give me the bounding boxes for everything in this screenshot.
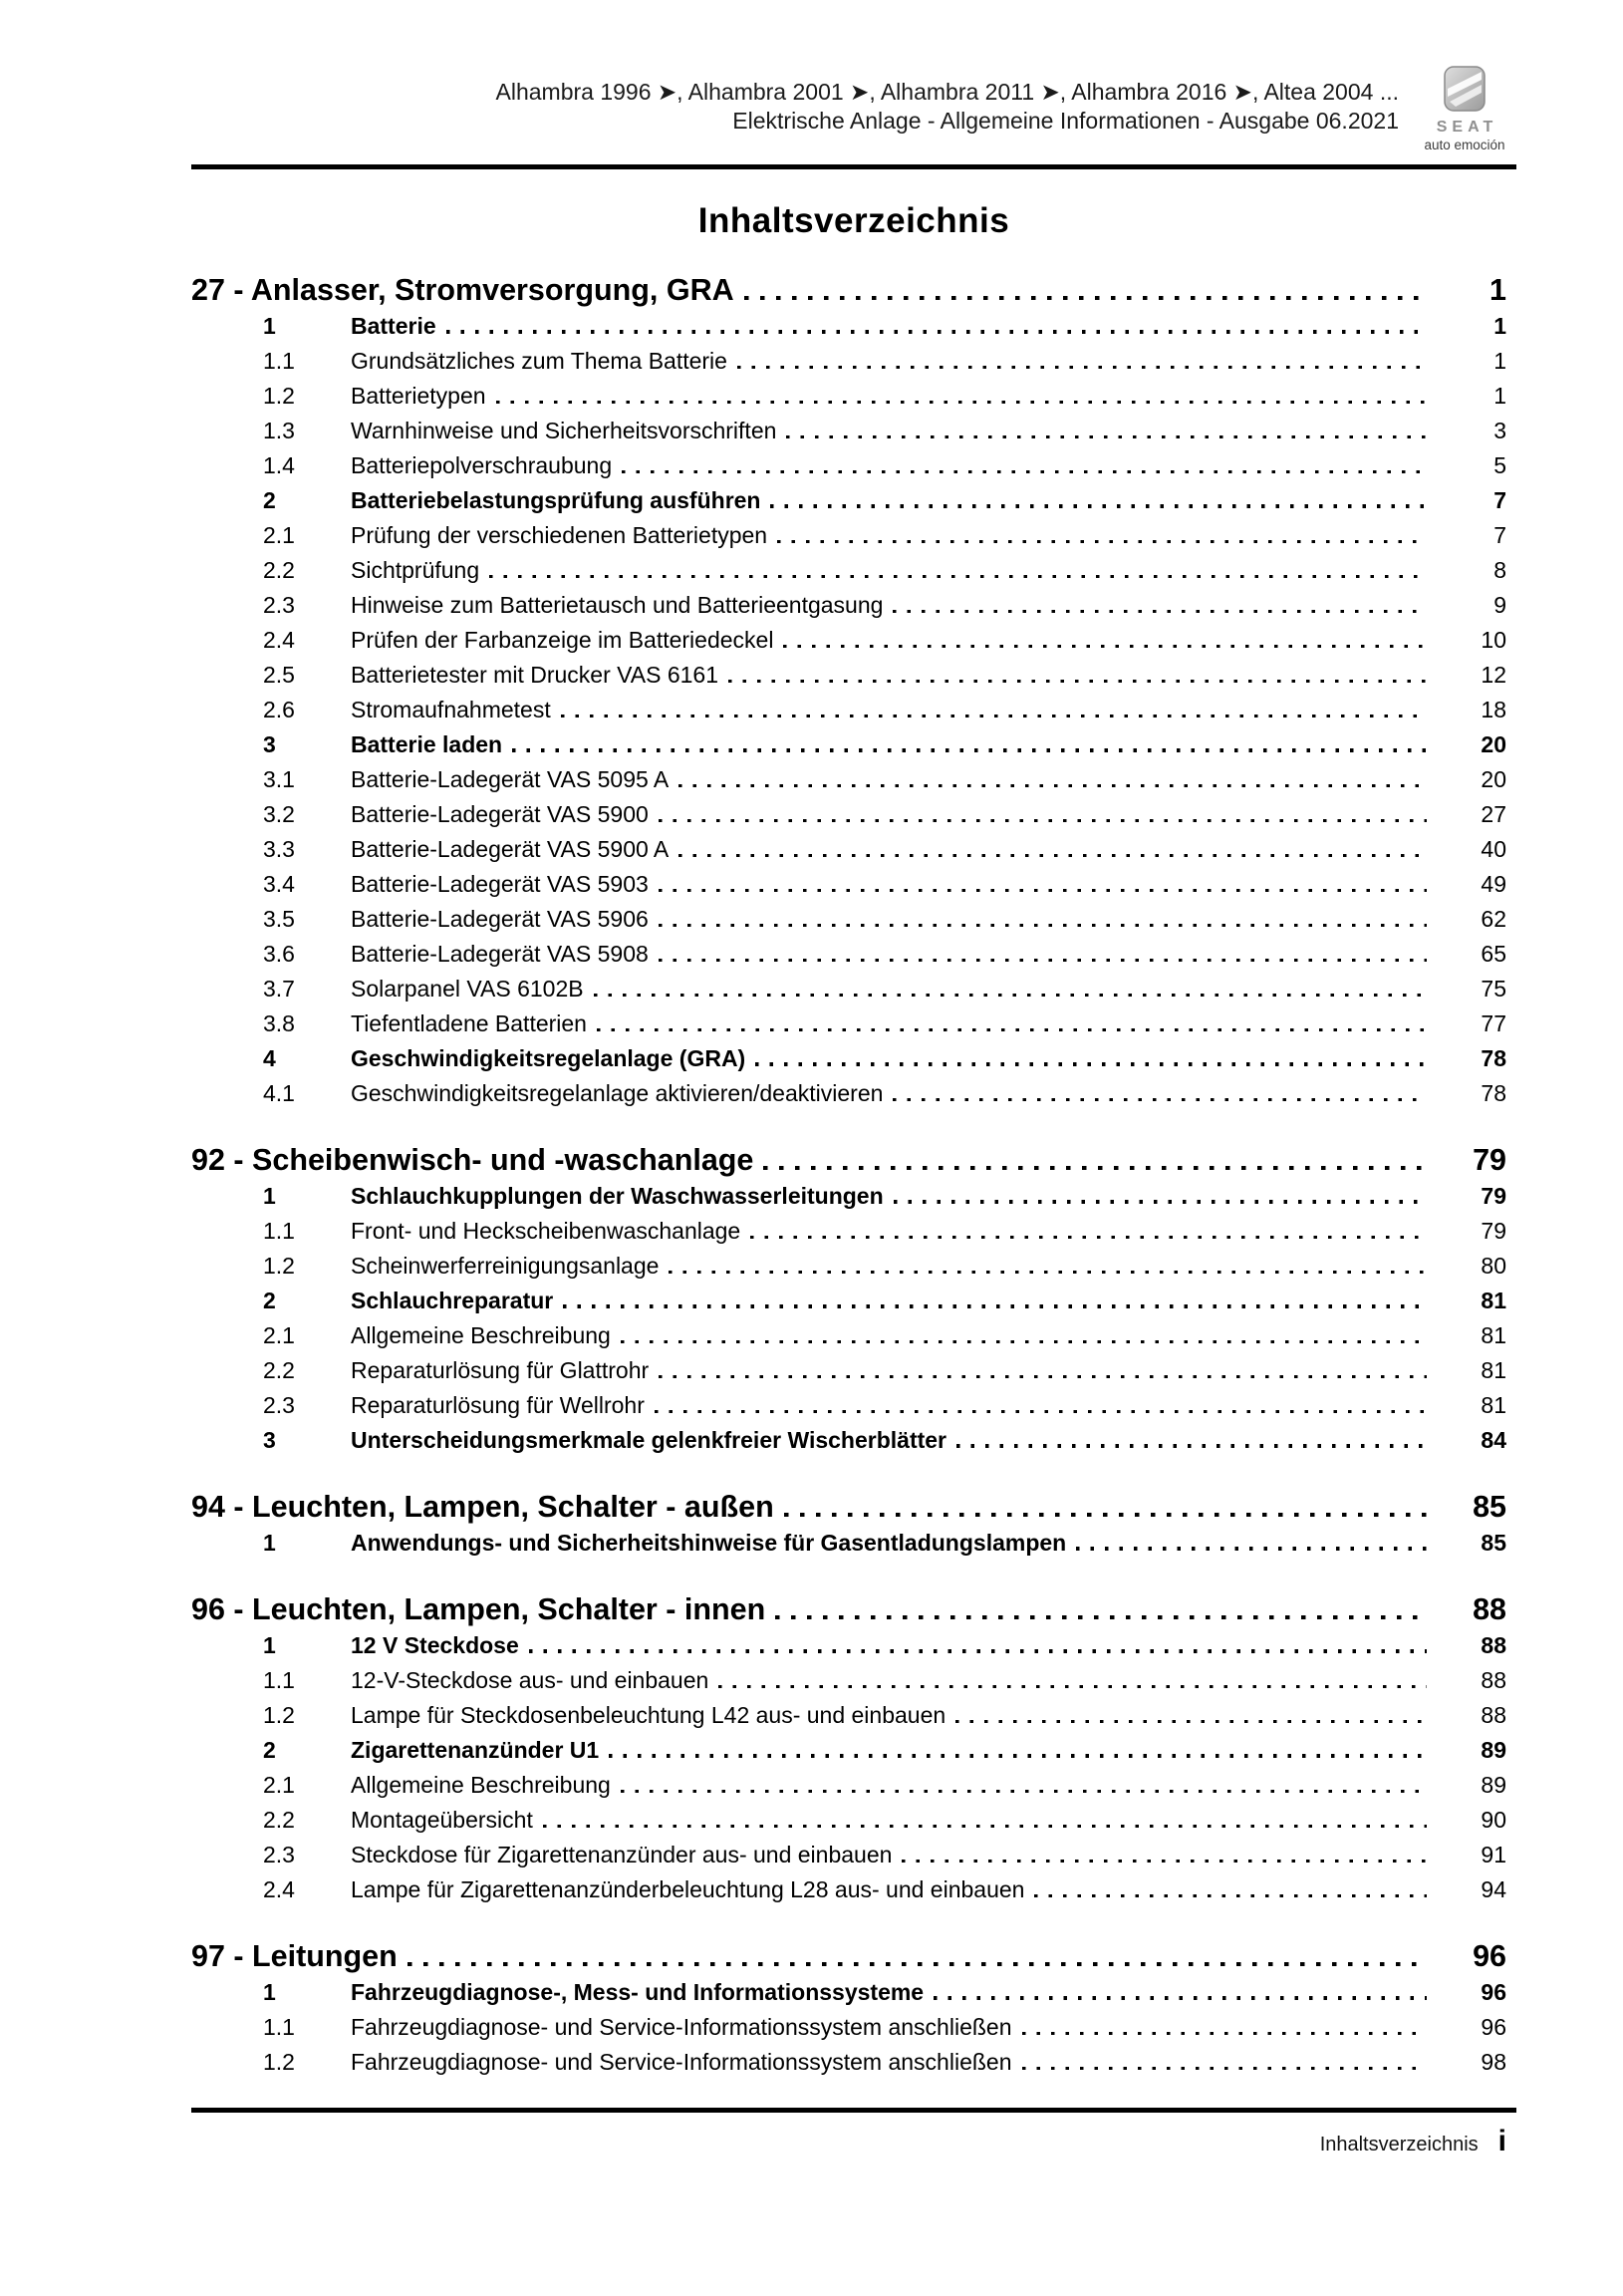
toc-row-section bbox=[191, 1284, 1516, 1318]
entry-title: Batterie bbox=[351, 313, 436, 339]
entry-number: 1 bbox=[263, 1183, 276, 1209]
entry-title: Scheinwerferreinigungsanlage bbox=[351, 1253, 660, 1279]
entry-title: Batterie-Ladegerät VAS 5903 bbox=[351, 871, 649, 897]
dot-leader bbox=[529, 1649, 1427, 1653]
chapter-label: 27 - Anlasser, Stromversorgung, GRA bbox=[191, 273, 734, 307]
page-number: 7 bbox=[1493, 522, 1506, 548]
toc-row-sub bbox=[191, 1388, 1516, 1423]
dot-leader bbox=[893, 1098, 1427, 1102]
entry-number: 2.2 bbox=[263, 1357, 295, 1383]
dot-leader bbox=[893, 610, 1427, 614]
toc-row-section bbox=[191, 1733, 1516, 1768]
dot-leader bbox=[597, 1028, 1427, 1032]
dot-leader bbox=[561, 715, 1427, 718]
entry-number: 1 bbox=[263, 1979, 276, 2005]
entry-number: 2.4 bbox=[263, 627, 295, 653]
entry-number: 1.1 bbox=[263, 1218, 295, 1244]
entry-number: 1.1 bbox=[263, 1667, 295, 1693]
entry-number: 3.2 bbox=[263, 801, 295, 827]
page-number: 1 bbox=[1489, 273, 1506, 307]
dot-leader bbox=[1076, 1547, 1427, 1551]
toc-row-chapter bbox=[191, 1590, 1516, 1628]
entry-title: Steckdose für Zigarettenanzünder aus- und einbauen bbox=[351, 1842, 893, 1867]
page-number: 90 bbox=[1481, 1807, 1506, 1833]
entry-title: Prüfung der verschiedenen Batterietypen bbox=[351, 522, 768, 548]
toc-row-sub bbox=[191, 972, 1516, 1006]
entry-title: Reparaturlösung für Wellrohr bbox=[351, 1392, 645, 1418]
page-number: 1 bbox=[1493, 313, 1506, 339]
dot-leader bbox=[786, 435, 1427, 439]
entry-number: 2.3 bbox=[263, 1392, 295, 1418]
entry-title: Batterie laden bbox=[351, 731, 503, 757]
entry-title: Front- und Heckscheibenwaschanlage bbox=[351, 1218, 741, 1244]
toc-row-sub bbox=[191, 2010, 1516, 2045]
chapter-label: 94 - Leuchten, Lampen, Schalter - außen bbox=[191, 1490, 774, 1524]
header-text-block bbox=[496, 78, 1400, 136]
entry-number: 3.3 bbox=[263, 836, 295, 862]
page-number: 8 bbox=[1493, 557, 1506, 583]
page-number: 96 bbox=[1473, 1939, 1506, 1973]
toc-row-section bbox=[191, 1423, 1516, 1458]
page-number: 88 bbox=[1481, 1702, 1506, 1728]
dot-leader bbox=[622, 470, 1427, 474]
page-number: 79 bbox=[1481, 1218, 1506, 1244]
toc-row-chapter bbox=[191, 1937, 1516, 1975]
page-number: 7 bbox=[1493, 487, 1506, 513]
entry-number: 3.8 bbox=[263, 1010, 295, 1036]
page-number: 75 bbox=[1481, 976, 1506, 1002]
dot-leader bbox=[902, 1860, 1427, 1864]
toc-row-sub bbox=[191, 1318, 1516, 1353]
toc-row-sub bbox=[191, 658, 1516, 693]
dot-leader bbox=[1022, 2032, 1428, 2036]
entry-number: 2.1 bbox=[263, 1772, 295, 1798]
entry-title: Fahrzeugdiagnose- und Service-Informationssystem anschließen bbox=[351, 2049, 1012, 2075]
toc-row-sub bbox=[191, 344, 1516, 379]
entry-number: 4.1 bbox=[263, 1080, 295, 1106]
page-number: 10 bbox=[1481, 627, 1506, 653]
toc-row-sub bbox=[191, 1663, 1516, 1698]
page-number: 91 bbox=[1481, 1842, 1506, 1867]
dot-leader bbox=[659, 889, 1427, 893]
page-number: 49 bbox=[1481, 871, 1506, 897]
toc-row-section bbox=[191, 309, 1516, 344]
page-number: 78 bbox=[1481, 1080, 1506, 1106]
page-number: 78 bbox=[1481, 1045, 1506, 1071]
entry-title: Solarpanel VAS 6102B bbox=[351, 976, 584, 1002]
footer-label: Inhaltsverzeichnis bbox=[1319, 2134, 1479, 2155]
page-number: 94 bbox=[1481, 1876, 1506, 1902]
toc-row-sub bbox=[191, 693, 1516, 727]
entry-number: 1 bbox=[263, 1632, 276, 1658]
dot-leader bbox=[621, 1790, 1427, 1794]
page-number: 89 bbox=[1481, 1737, 1506, 1763]
page-number: 98 bbox=[1481, 2049, 1506, 2075]
dot-leader bbox=[956, 1444, 1427, 1448]
entry-title: Fahrzeugdiagnose- und Service-Informationssystem anschließen bbox=[351, 2014, 1012, 2040]
page-number: 77 bbox=[1481, 1010, 1506, 1036]
entry-number: 3.7 bbox=[263, 976, 295, 1002]
page-number: 12 bbox=[1481, 662, 1506, 688]
entry-number: 4 bbox=[263, 1045, 276, 1071]
entry-title: Montageübersicht bbox=[351, 1807, 533, 1833]
entry-title: 12 V Steckdose bbox=[351, 1632, 519, 1658]
entry-title: Schlauchkupplungen der Waschwasserleitungen bbox=[351, 1183, 884, 1209]
dot-leader bbox=[655, 1410, 1427, 1414]
dot-leader bbox=[955, 1720, 1427, 1724]
page-number: 81 bbox=[1481, 1392, 1506, 1418]
entry-title: Geschwindigkeitsregelanlage (GRA) bbox=[351, 1045, 746, 1071]
toc-row-sub bbox=[191, 623, 1516, 658]
page-number: 79 bbox=[1481, 1183, 1506, 1209]
page-number: 1 bbox=[1493, 348, 1506, 374]
page-number: 81 bbox=[1481, 1288, 1506, 1313]
footer-rule bbox=[191, 2108, 1516, 2113]
dot-leader bbox=[775, 1615, 1427, 1620]
header-models-line: Alhambra 1996 ➤, Alhambra 2001 ➤, Alhambra 2011 ➤, Alhambra 2016 ➤, Altea 2004 ... bbox=[495, 79, 1399, 105]
dot-leader bbox=[496, 401, 1427, 405]
toc-row-sub bbox=[191, 1768, 1516, 1803]
entry-number: 3 bbox=[263, 1427, 276, 1453]
page-number: 27 bbox=[1481, 801, 1506, 827]
toc-row-section bbox=[191, 727, 1516, 762]
toc-row-chapter bbox=[191, 1488, 1516, 1526]
entry-number: 2.5 bbox=[263, 662, 295, 688]
toc-row-sub bbox=[191, 832, 1516, 867]
chapter-label: 96 - Leuchten, Lampen, Schalter - innen bbox=[191, 1592, 766, 1626]
entry-title: Lampe für Steckdosenbeleuchtung L42 aus- und einbauen bbox=[351, 1702, 947, 1728]
entry-number: 2.2 bbox=[263, 1807, 295, 1833]
dot-leader bbox=[763, 1166, 1427, 1171]
page-number: 65 bbox=[1481, 941, 1506, 967]
dot-leader bbox=[783, 645, 1427, 649]
entry-number: 3.4 bbox=[263, 871, 295, 897]
entry-number: 3.1 bbox=[263, 766, 295, 792]
dot-leader bbox=[609, 1754, 1427, 1758]
entry-number: 2.3 bbox=[263, 592, 295, 618]
entry-title: Batteriepolverschraubung bbox=[351, 452, 613, 478]
entry-number: 2 bbox=[263, 487, 276, 513]
toc-row-sub bbox=[191, 518, 1516, 553]
entry-title: Anwendungs- und Sicherheitshinweise für Gasentladungslampen bbox=[351, 1530, 1067, 1556]
toc-row-sub bbox=[191, 553, 1516, 588]
dot-leader bbox=[1022, 2067, 1428, 2071]
chapter-label: 97 - Leitungen bbox=[191, 1939, 398, 1973]
entry-number: 2.1 bbox=[263, 522, 295, 548]
entry-title: Batterie-Ladegerät VAS 5906 bbox=[351, 906, 649, 932]
entry-number: 2 bbox=[263, 1737, 276, 1763]
entry-title: Batterie-Ladegerät VAS 5908 bbox=[351, 941, 649, 967]
toc-row-sub bbox=[191, 1353, 1516, 1388]
entry-title: Batterietester mit Drucker VAS 6161 bbox=[351, 662, 718, 688]
entry-number: 3 bbox=[263, 731, 276, 757]
page-header bbox=[191, 66, 1516, 152]
page-number: 81 bbox=[1481, 1357, 1506, 1383]
dot-leader bbox=[543, 1825, 1427, 1829]
entry-title: Batterie-Ladegerät VAS 5900 A bbox=[351, 836, 670, 862]
toc-row-sub bbox=[191, 867, 1516, 902]
entry-title: Batterie-Ladegerät VAS 5095 A bbox=[351, 766, 670, 792]
seat-brand-text: SEAT bbox=[1436, 119, 1498, 136]
page-title: Inhaltsverzeichnis bbox=[697, 201, 1010, 240]
toc-list bbox=[191, 271, 1516, 2080]
entry-title: Warnhinweise und Sicherheitsvorschriften bbox=[351, 418, 777, 443]
chapter-label: 92 - Scheibenwisch- und -waschanlage bbox=[191, 1143, 754, 1177]
dot-leader bbox=[737, 366, 1427, 370]
page-footer bbox=[191, 2125, 1516, 2158]
dot-leader bbox=[728, 680, 1427, 684]
entry-title: Stromaufnahmetest bbox=[351, 697, 551, 722]
header-rule bbox=[191, 164, 1516, 169]
toc-row-sub bbox=[191, 762, 1516, 797]
page-number: 88 bbox=[1481, 1667, 1506, 1693]
dot-leader bbox=[594, 994, 1427, 998]
entry-number: 1.2 bbox=[263, 1702, 295, 1728]
entry-title: Zigarettenanzünder U1 bbox=[351, 1737, 600, 1763]
page-number: 40 bbox=[1481, 836, 1506, 862]
entry-number: 3.6 bbox=[263, 941, 295, 967]
dot-leader bbox=[718, 1685, 1427, 1689]
toc-row-sub bbox=[191, 902, 1516, 937]
dot-leader bbox=[512, 748, 1427, 752]
toc-row-sub bbox=[191, 1214, 1516, 1249]
entry-title: Batterietypen bbox=[351, 383, 486, 409]
toc-row-section bbox=[191, 1975, 1516, 2010]
toc-row-section bbox=[191, 483, 1516, 518]
page-number: 84 bbox=[1481, 1427, 1506, 1453]
page-number: 1 bbox=[1493, 383, 1506, 409]
entry-title: Reparaturlösung für Glattrohr bbox=[351, 1357, 650, 1383]
entry-number: 2 bbox=[263, 1288, 276, 1313]
page-number: 85 bbox=[1481, 1530, 1506, 1556]
dot-leader bbox=[659, 819, 1427, 823]
dot-leader bbox=[678, 784, 1427, 788]
entry-title: Batterie-Ladegerät VAS 5900 bbox=[351, 801, 649, 827]
entry-title: Geschwindigkeitsregelanlage aktivieren/deaktivieren bbox=[351, 1080, 884, 1106]
toc-row-sub bbox=[191, 1803, 1516, 1838]
toc-row-sub bbox=[191, 379, 1516, 414]
seat-logo bbox=[1413, 66, 1516, 152]
toc-row-sub bbox=[191, 1838, 1516, 1872]
dot-leader bbox=[755, 1062, 1427, 1066]
toc-row-sub bbox=[191, 2045, 1516, 2080]
toc-row-section bbox=[191, 1041, 1516, 1076]
dot-leader bbox=[669, 1271, 1427, 1275]
page-number: 9 bbox=[1493, 592, 1506, 618]
entry-title: Prüfen der Farbanzeige im Batteriedeckel bbox=[351, 627, 774, 653]
dot-leader bbox=[784, 1513, 1427, 1518]
entry-number: 1 bbox=[263, 313, 276, 339]
seat-s-logo-icon bbox=[1444, 66, 1486, 117]
entry-number: 1 bbox=[263, 1530, 276, 1556]
entry-title: Grundsätzliches zum Thema Batterie bbox=[351, 348, 727, 374]
dot-leader bbox=[563, 1304, 1427, 1308]
toc-row-sub bbox=[191, 588, 1516, 623]
dot-leader bbox=[659, 1375, 1427, 1379]
dot-leader bbox=[1034, 1894, 1427, 1898]
toc-row-chapter bbox=[191, 1141, 1516, 1179]
page-number: 18 bbox=[1481, 697, 1506, 722]
entry-number: 2.2 bbox=[263, 557, 295, 583]
seat-tagline: auto emoción bbox=[1424, 138, 1505, 152]
toc-row-sub bbox=[191, 797, 1516, 832]
page-number: 88 bbox=[1473, 1592, 1506, 1626]
toc-row-sub bbox=[191, 1698, 1516, 1733]
entry-number: 2.1 bbox=[263, 1322, 295, 1348]
entry-number: 3.5 bbox=[263, 906, 295, 932]
dot-leader bbox=[744, 296, 1427, 301]
entry-title: Tiefentladene Batterien bbox=[351, 1010, 587, 1036]
dot-leader bbox=[489, 575, 1427, 579]
page-number: 62 bbox=[1481, 906, 1506, 932]
entry-number: 1.2 bbox=[263, 383, 295, 409]
dot-leader bbox=[659, 924, 1427, 928]
dot-leader bbox=[446, 330, 1427, 334]
entry-title: Fahrzeugdiagnose-, Mess- und Informationssysteme bbox=[351, 1979, 925, 2005]
entry-number: 2.3 bbox=[263, 1842, 295, 1867]
page-number: 85 bbox=[1473, 1490, 1506, 1524]
page-number: 80 bbox=[1481, 1253, 1506, 1279]
toc-row-section bbox=[191, 1628, 1516, 1663]
entry-number: 1.1 bbox=[263, 2014, 295, 2040]
entry-number: 1.4 bbox=[263, 452, 295, 478]
dot-leader bbox=[777, 540, 1427, 544]
toc-row-sub bbox=[191, 448, 1516, 483]
toc-row-sub bbox=[191, 1872, 1516, 1907]
dot-leader bbox=[750, 1236, 1427, 1240]
entry-title: 12-V-Steckdose aus- und einbauen bbox=[351, 1667, 709, 1693]
entry-number: 1.2 bbox=[263, 1253, 295, 1279]
dot-leader bbox=[621, 1340, 1427, 1344]
entry-title: Allgemeine Beschreibung bbox=[351, 1772, 611, 1798]
entry-number: 1.3 bbox=[263, 418, 295, 443]
entry-title: Schlauchreparatur bbox=[351, 1288, 554, 1313]
entry-number: 1.2 bbox=[263, 2049, 295, 2075]
page-number: 20 bbox=[1481, 766, 1506, 792]
toc-row-sub bbox=[191, 937, 1516, 972]
page-number: 5 bbox=[1493, 452, 1506, 478]
toc-row-section bbox=[191, 1179, 1516, 1214]
dot-leader bbox=[894, 1200, 1427, 1204]
dot-leader bbox=[678, 854, 1427, 858]
entry-number: 2.4 bbox=[263, 1876, 295, 1902]
page-number: 3 bbox=[1493, 418, 1506, 443]
toc-row-sub bbox=[191, 414, 1516, 448]
dot-leader bbox=[407, 1962, 1427, 1967]
page-number: 81 bbox=[1481, 1322, 1506, 1348]
header-subtitle-line: Elektrische Anlage - Allgemeine Informationen - Ausgabe 06.2021 bbox=[732, 108, 1399, 134]
page-number: 96 bbox=[1481, 2014, 1506, 2040]
footer-page-number: i bbox=[1497, 2125, 1506, 2157]
page-number: 20 bbox=[1481, 731, 1506, 757]
toc-row-chapter bbox=[191, 271, 1516, 309]
toc-row-section bbox=[191, 1526, 1516, 1561]
dot-leader bbox=[659, 959, 1427, 963]
entry-title: Sichtprüfung bbox=[351, 557, 480, 583]
page-number: 88 bbox=[1481, 1632, 1506, 1658]
toc-row-sub bbox=[191, 1076, 1516, 1111]
entry-number: 2.6 bbox=[263, 697, 295, 722]
toc-row-sub bbox=[191, 1006, 1516, 1041]
entry-title: Hinweise zum Batterietausch und Batterieentgasung bbox=[351, 592, 884, 618]
entry-title: Unterscheidungsmerkmale gelenkfreier Wischerblätter bbox=[351, 1427, 947, 1453]
page-number: 96 bbox=[1481, 1979, 1506, 2005]
toc-row-sub bbox=[191, 1249, 1516, 1284]
page-number: 89 bbox=[1481, 1772, 1506, 1798]
entry-title: Lampe für Zigarettenanzünderbeleuchtung L28 aus- und einbauen bbox=[351, 1876, 1025, 1902]
dot-leader bbox=[934, 1996, 1427, 2000]
entry-number: 1.1 bbox=[263, 348, 295, 374]
page-number: 79 bbox=[1473, 1143, 1506, 1177]
entry-title: Batteriebelastungsprüfung ausführen bbox=[351, 487, 761, 513]
entry-title: Allgemeine Beschreibung bbox=[351, 1322, 611, 1348]
dot-leader bbox=[770, 504, 1427, 508]
